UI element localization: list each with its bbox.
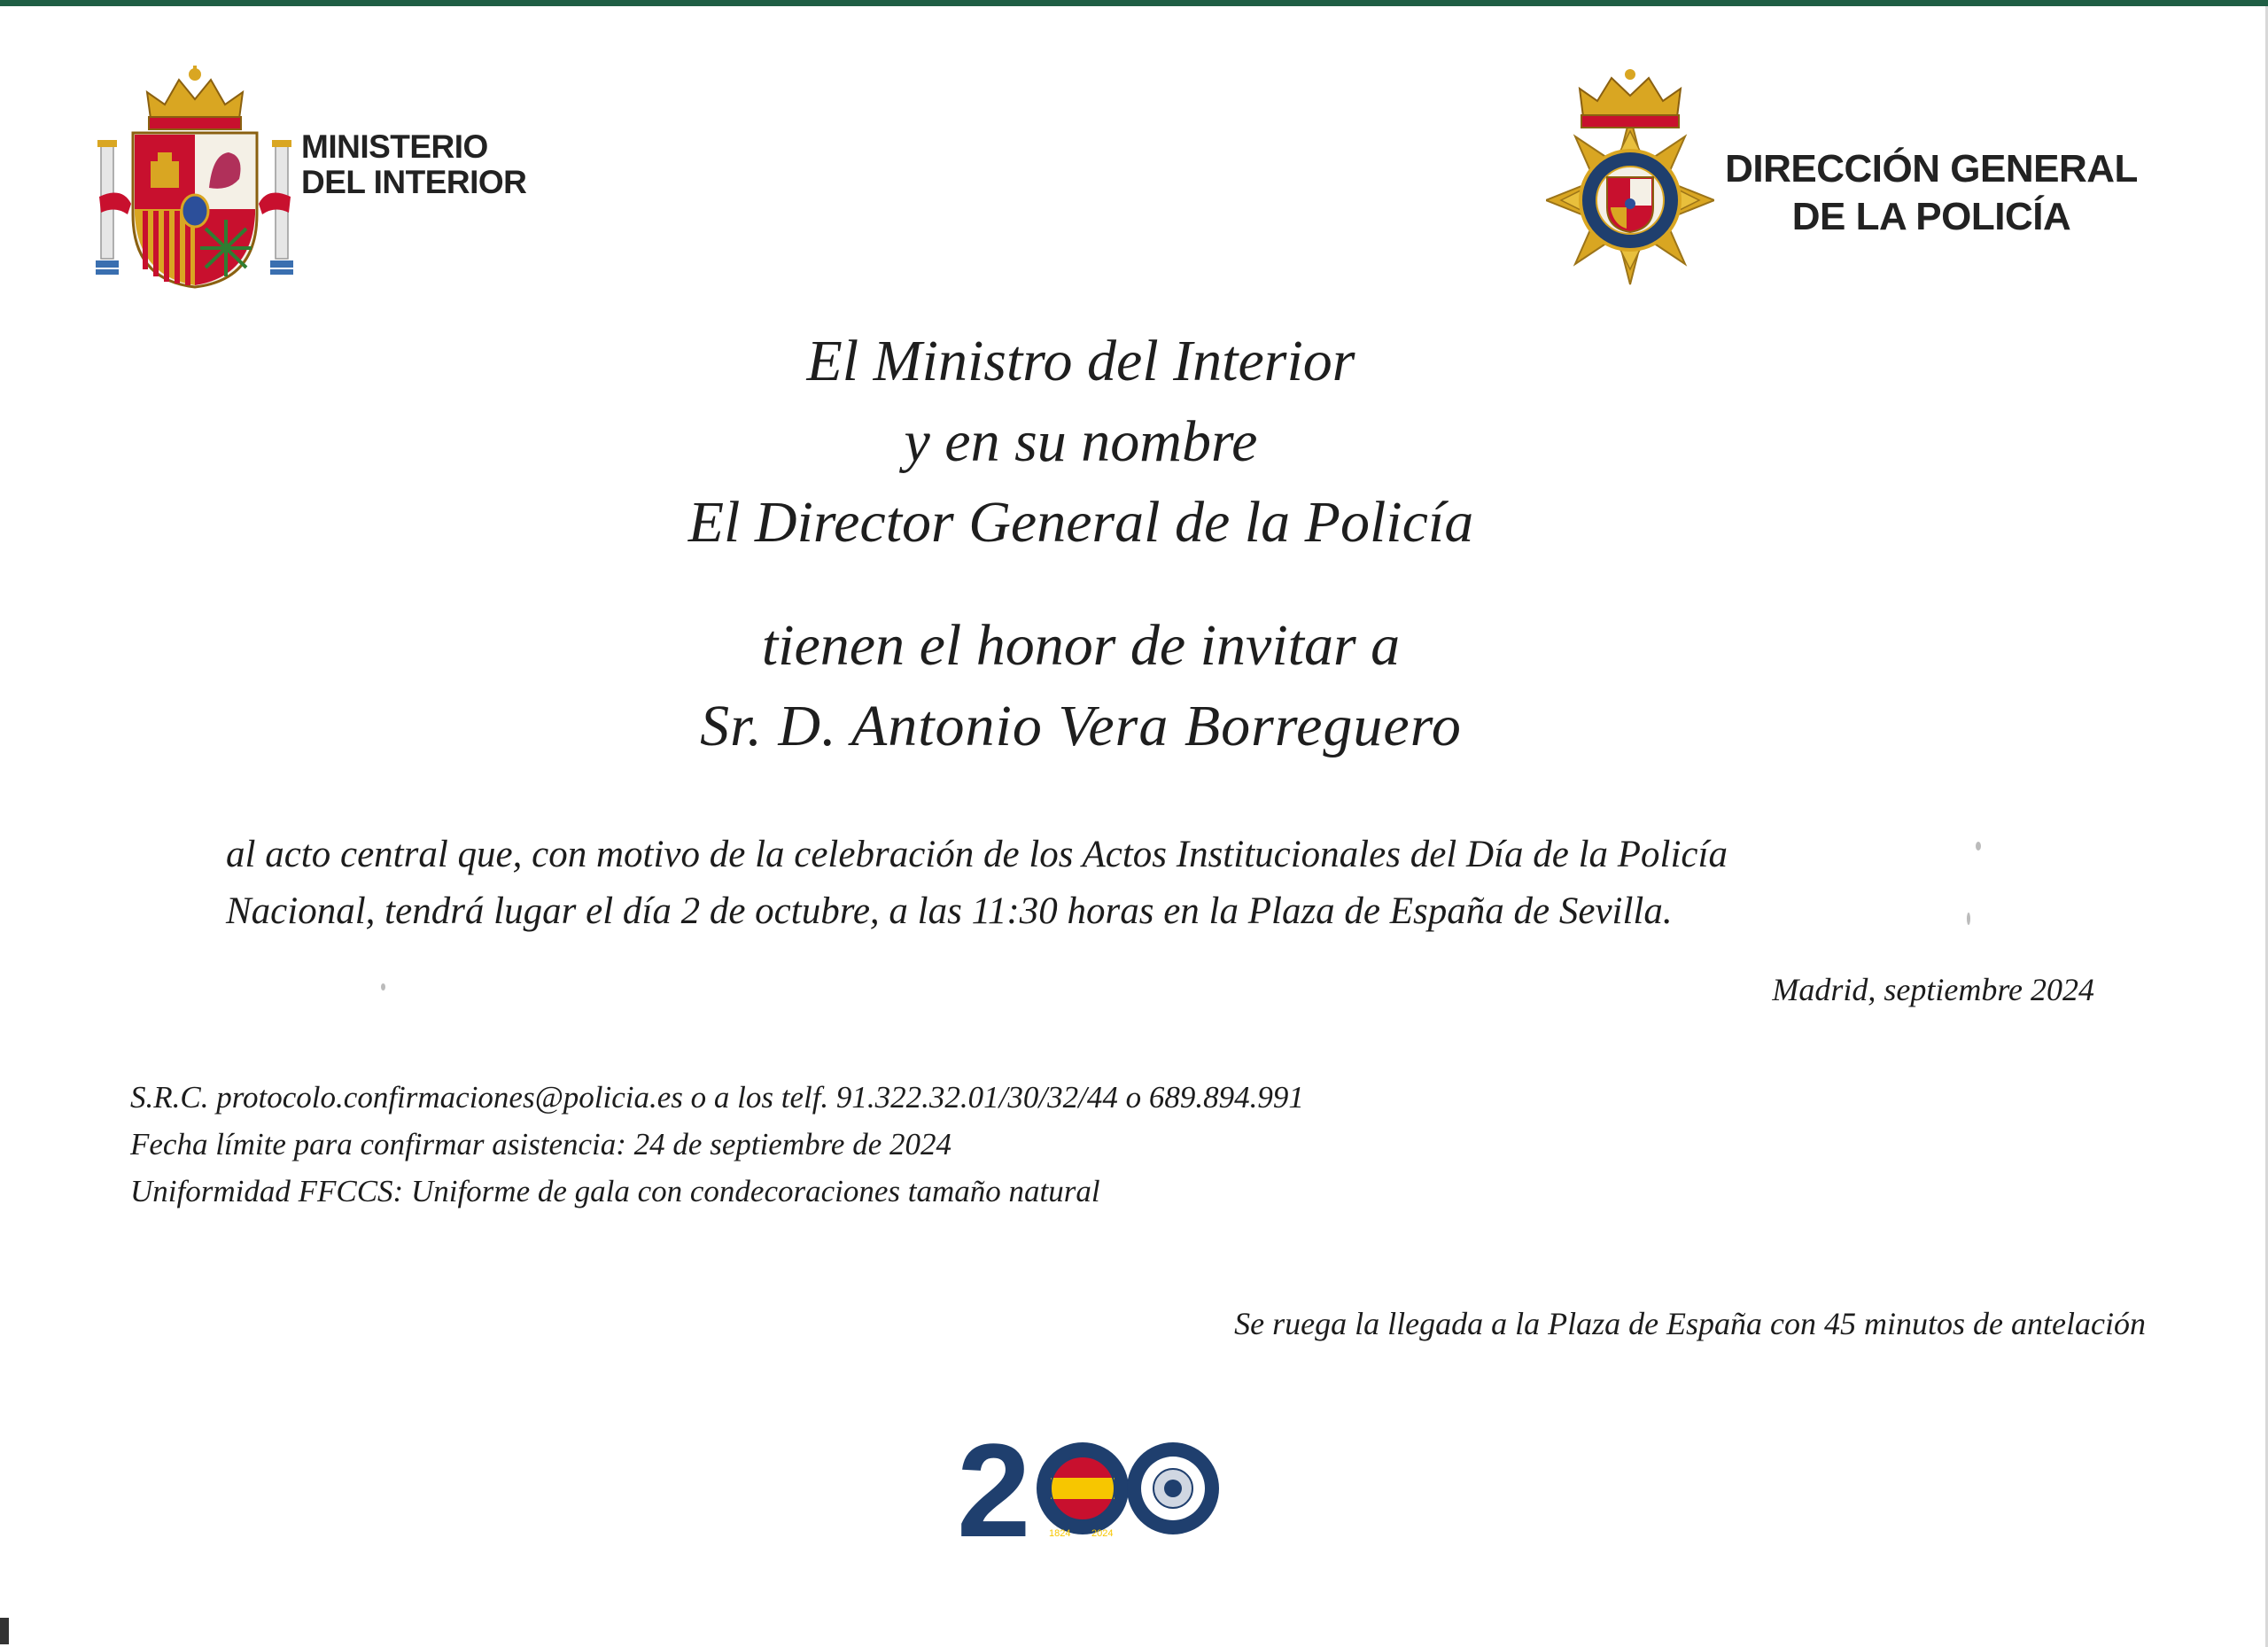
host-line-1: El Ministro del Interior	[806, 329, 1355, 393]
scan-speck	[1976, 842, 1981, 851]
ministry-line-2: DEL INTERIOR	[301, 164, 527, 200]
invite-line: tienen el honor de invitar a	[761, 613, 1401, 678]
logo-digit-2: 2	[957, 1433, 1031, 1543]
ministry-line-1: MINISTERIO	[301, 128, 488, 165]
invitation-block	[0, 605, 2162, 766]
logo-year-end: 2024	[1091, 1528, 1114, 1539]
host-line-3: El Director General de la Policía	[687, 490, 1474, 555]
hosts-block	[0, 321, 2162, 563]
host-line-2: y en su nombre	[904, 409, 1258, 474]
anniversary-200-logo	[957, 1433, 1223, 1543]
national-police-badge-icon	[1546, 69, 1714, 298]
scan-corner-mark	[0, 1618, 9, 1644]
arrival-note: Se ruega la llegada a la Plaza de España con 45 minutos de antelación	[1234, 1306, 2146, 1341]
rsvp-block	[130, 1074, 1304, 1215]
dgp-line-1: DIRECCIÓN GENERAL	[1725, 147, 2138, 190]
scan-speck	[381, 983, 385, 991]
scan-speck	[1967, 913, 1970, 925]
guest-name: Sr. D. Antonio Vera Borreguero	[700, 694, 1462, 758]
event-line-1: al acto central que, con motivo de la celebración de los Actos Institucionales del Día de la Policía	[226, 834, 1728, 875]
police-directorate-label	[1719, 145, 2144, 241]
ministry-label	[301, 129, 526, 200]
event-details	[226, 827, 1728, 940]
place-date: Madrid, septiembre 2024	[1772, 972, 2094, 1007]
spain-coat-of-arms-icon	[96, 64, 295, 294]
rsvp-contact: S.R.C. protocolo.confirmaciones@policia.es o a los telf. 91.322.32.01/30/32/44 o 689.894.991	[130, 1080, 1304, 1115]
top-border	[0, 0, 2268, 6]
dress-code: Uniformidad FFCCS: Uniforme de gala con condecoraciones tamaño natural	[130, 1174, 1100, 1208]
event-line-2: Nacional, tendrá lugar el día 2 de octubre, a las 11:30 horas en la Plaza de España de Sevilla.	[226, 890, 1673, 932]
logo-year-start: 1824	[1049, 1528, 1071, 1539]
rsvp-deadline: Fecha límite para confirmar asistencia: 24 de septiembre de 2024	[130, 1127, 952, 1161]
dgp-line-2: DE LA POLICÍA	[1791, 195, 2071, 238]
